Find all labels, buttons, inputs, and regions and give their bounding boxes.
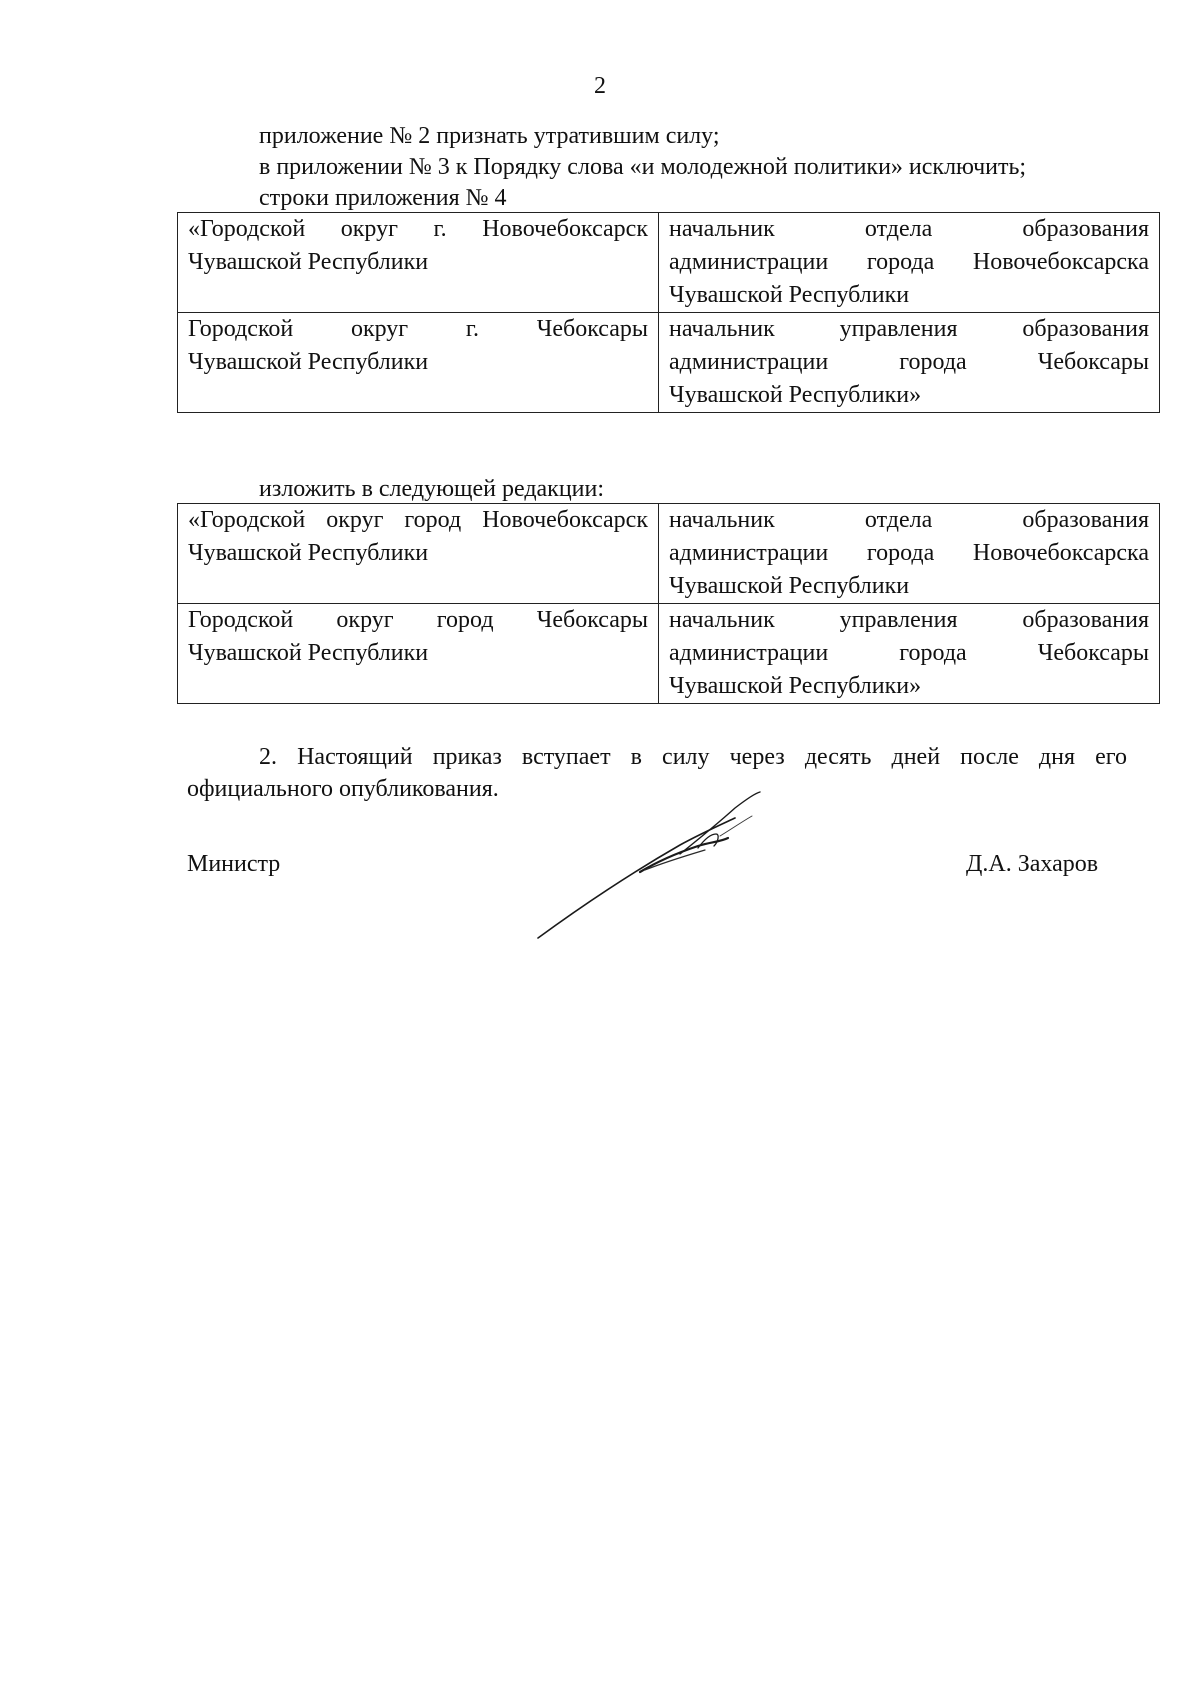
- table-row: [178, 313, 1160, 413]
- cell-line: Чувашской Республики: [188, 640, 429, 666]
- clause-2-line-1: 2. Настоящий приказ вступает в силу через десять дней после дня его: [259, 744, 1127, 770]
- table-row: [178, 213, 1160, 313]
- table-cell-right: [659, 313, 1160, 413]
- table-cell-right: [659, 213, 1160, 313]
- cell-line: начальник управления образования: [669, 607, 1149, 633]
- clause-2-line-2: официального опубликования.: [187, 776, 499, 802]
- table-cell-left: [178, 504, 659, 604]
- cell-line: Чувашской Республики: [669, 573, 910, 599]
- signatory-position: Министр: [187, 851, 281, 877]
- cell-line: Чувашской Республики: [188, 540, 429, 566]
- handwritten-signature: [520, 790, 800, 950]
- table-cell-left: [178, 313, 659, 413]
- table-row: [178, 504, 1160, 604]
- cell-line: Чувашской Республики»: [669, 673, 922, 699]
- intro-line-3: строки приложения № 4: [259, 185, 507, 211]
- cell-line: Городской округ г. Чебоксары: [188, 316, 648, 342]
- intro-line-2: в приложении № 3 к Порядку слова «и молодежной политики» исключить;: [259, 154, 1027, 180]
- cell-line: Чувашской Республики: [188, 249, 429, 275]
- cell-line: администрации города Новочебоксарска: [669, 540, 1149, 566]
- cell-line: начальник отдела образования: [669, 507, 1149, 533]
- table-new-rows: [177, 503, 1160, 704]
- table-cell-left: [178, 213, 659, 313]
- cell-line: начальник управления образования: [669, 316, 1149, 342]
- cell-line: Чувашской Республики»: [669, 382, 922, 408]
- table-old-rows: [177, 212, 1160, 413]
- table-cell-right: [659, 504, 1160, 604]
- signatory-name: Д.А. Захаров: [966, 851, 1099, 877]
- cell-line: администрации города Чебоксары: [669, 349, 1149, 375]
- cell-line: начальник отдела образования: [669, 216, 1149, 242]
- table-row: [178, 604, 1160, 704]
- cell-line: «Городской округ город Новочебоксарск: [188, 507, 648, 533]
- page-number: 2: [594, 73, 606, 99]
- cell-line: Городской округ город Чебоксары: [188, 607, 648, 633]
- cell-line: «Городской округ г. Новочебоксарск: [188, 216, 648, 242]
- table-cell-right: [659, 604, 1160, 704]
- cell-line: администрации города Новочебоксарска: [669, 249, 1149, 275]
- redaction-line: изложить в следующей редакции:: [259, 476, 605, 502]
- cell-line: Чувашской Республики: [669, 282, 910, 308]
- cell-line: Чувашской Республики: [188, 349, 429, 375]
- table-cell-left: [178, 604, 659, 704]
- cell-line: администрации города Чебоксары: [669, 640, 1149, 666]
- intro-line-1: приложение № 2 признать утратившим силу;: [259, 123, 720, 149]
